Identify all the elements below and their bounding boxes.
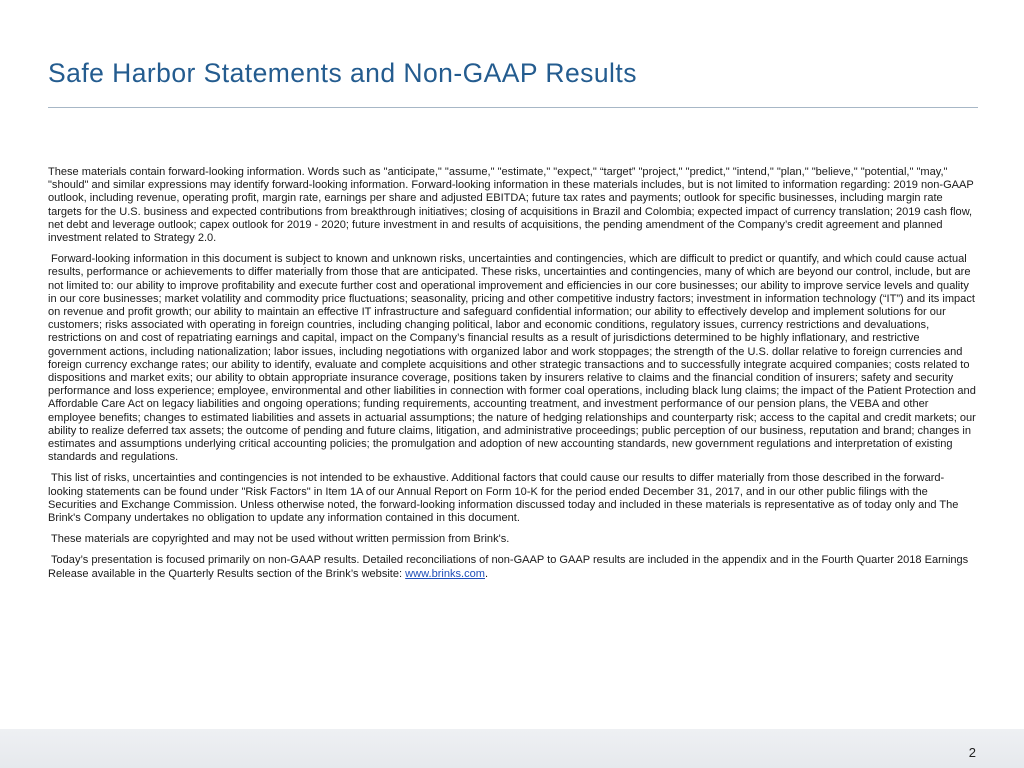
paragraph-non-gaap <box>48 554 978 580</box>
brinks-website-link[interactable]: www.brinks.com <box>405 567 485 580</box>
title-divider <box>48 107 978 108</box>
slide-title: Safe Harbor Statements and Non-GAAP Results <box>48 58 637 88</box>
paragraph-not-exhaustive: This list of risks, uncertainties and contingencies is not intended to be exhaustive. Additional factors that could cause our results to differ materially from those described in the forward-looking statements can be found under "Risk Factors" in Item 1A of our Annual Report on Form 10-K for the period ended December 31, 2017, and in our other public filings with the Securities and Exchange Commission. Unless otherwise noted, the forward-looking information discussed today and included in these materials is representative as of today only and The Brink's Company undertakes no obligation to update any information contained in this document. <box>48 472 959 525</box>
paragraph-copyright: These materials are copyrighted and may not be used without written permission from Brink's. <box>51 533 510 546</box>
non-gaap-suffix: . <box>484 567 489 580</box>
footer-band <box>0 729 1024 768</box>
non-gaap-text: Today’s presentation is focused primarily on non-GAAP results. Detailed reconciliations of non-GAAP to GAAP results are included in the appendix and in the Fourth Quarter 2018 Earnings Release available in the Quarterly Results section of the Brink’s website: <box>48 554 969 580</box>
slide-body <box>48 166 978 589</box>
paragraph-risks: Forward-looking information in this document is subject to known and unknown risks, uncertainties and contingencies, which are difficult to predict or quantify, and which could cause actual results, performance or achievements to differ materially from those that are anticipated. These risks, uncertainties and contingencies, many of which are beyond our control, include, but are not limited to: our ability to improve profitability and execute further cost and operational improvement and efficiencies in our core businesses; our ability to improve service levels and quality in our core businesses; market volatility and commodity price fluctuations; seasonality, pricing and other competitive industry factors; investment in information technology (“IT”) and its impact on revenue and profit growth; our ability to maintain an effective IT infrastructure and safeguard confidential information; our ability to effectively develop and implement solutions for our customers; risks associated with operating in foreign countries, including changing political, labor and economic conditions, regulatory issues, currency restrictions and devaluations, restrictions on and cost of repatriating earnings and capital, impact on the Company’s financial results as a result of jurisdictions determined to be highly inflationary, and restrictive government actions, including nationalization; labor issues, including negotiations with organized labor and work stoppages; the strength of the U.S. dollar relative to foreign currencies and foreign currency exchange rates; our ability to identify, evaluate and complete acquisitions and other strategic transactions and to successfully integrate acquired companies; costs related to dispositions and market exits; our ability to obtain appropriate insurance coverage, positions taken by insurers relative to claims and the financial condition of insurers; safety and security performance and loss experience; employee, environmental and other liabilities in connection with former coal operations, including black lung claims; the impact of the Patient Protection and Affordable Care Act on legacy liabilities and ongoing operations; funding requirements, accounting treatment, and investment performance of our pension plans, the VEBA and other employee benefits; changes to estimated liabilities and assets in actuarial assumptions; the nature of hedging relationships and counterparty risk; access to the capital and credit markets; our ability to realize deferred tax assets; the outcome of pending and future claims, litigation, and administrative proceedings; public perception of our business, reputation and brand; changes in estimates and assumptions underlying critical accounting policies; the promulgation and adoption of new accounting standards, new government regulations and interpretation of existing standards and regulations. <box>48 253 976 464</box>
page-number: 2 <box>968 745 976 760</box>
paragraph-forward-looking-info: These materials contain forward-looking information. Words such as "anticipate," "assume," "estimate," "expect," “target” "project," "predict," "intend," "plan," "believe," "potential," "may," "should" and similar expressions may identify forward-looking information. Forward-looking information in these materials includes, but is not limited to information regarding: 2019 non-GAAP outlook, including revenue, operating profit, margin rate, earnings per share and adjusted EBITDA; future tax rates and payments; outlook for specific businesses, including margin rate targets for the U.S. business and expected contributions from breakthrough initiatives; closing of acquisitions in Brazil and Colombia; expected impact of currency translation; 2019 cash flow, net debt and leverage outlook; capex outlook for 2019 - 2020; future investment in and results of acquisitions, the pending amendment of the Company’s credit agreement and planned investment related to Strategy 2.0. <box>48 166 974 245</box>
